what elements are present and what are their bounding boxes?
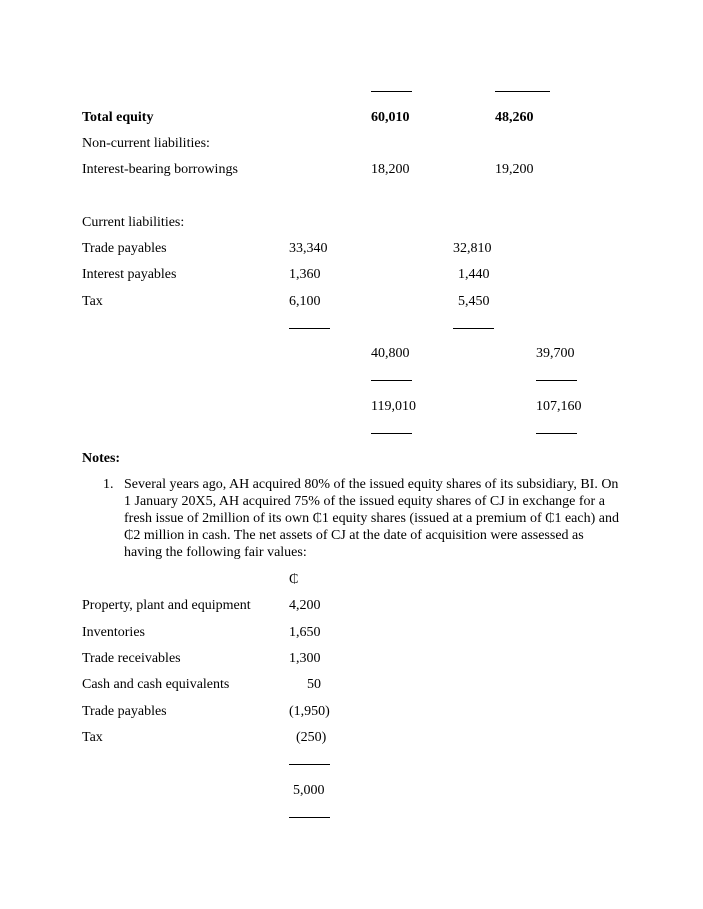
total-equity-label: Total equity — [82, 110, 154, 125]
grand-total-value-1: 119,010 — [371, 399, 416, 414]
fv-value-trade-payables: (1,950) — [289, 704, 330, 719]
interest-bearing-value-2: 19,200 — [495, 162, 534, 177]
fv-value-trade-receivables: 1,300 — [289, 651, 321, 666]
note-item-number: 1. — [103, 477, 114, 492]
interest-bearing-value-1: 18,200 — [371, 162, 410, 177]
fv-value-cash: 50 — [307, 677, 321, 692]
current-total-value-2: 39,700 — [536, 346, 575, 361]
total-equity-value-2: 48,260 — [495, 110, 534, 125]
fv-label-trade-receivables: Trade receivables — [82, 651, 181, 666]
trade-payables-label: Trade payables — [82, 241, 167, 256]
fv-label-cash: Cash and cash equivalents — [82, 677, 230, 692]
rule-sub-col2 — [453, 328, 494, 329]
rule-top-col1 — [371, 91, 412, 92]
trade-payables-value-2: 32,810 — [453, 241, 492, 256]
rule-sub-col1 — [289, 328, 330, 329]
rule-grand-col1 — [371, 433, 412, 434]
tax-value-2: 5,450 — [458, 294, 490, 309]
total-equity-value-1: 60,010 — [371, 110, 410, 125]
fv-value-inventories: 1,650 — [289, 625, 321, 640]
trade-payables-value-1: 33,340 — [289, 241, 328, 256]
fv-label-inventories: Inventories — [82, 625, 145, 640]
fv-value-ppe: 4,200 — [289, 598, 321, 613]
non-current-heading: Non-current liabilities: — [82, 136, 210, 151]
interest-payables-value-1: 1,360 — [289, 267, 321, 282]
current-total-value-1: 40,800 — [371, 346, 410, 361]
fv-value-tax: (250) — [296, 730, 327, 745]
tax-label: Tax — [82, 294, 103, 309]
rule-top-col2 — [495, 91, 550, 92]
rule-current-col1 — [371, 380, 412, 381]
interest-payables-label: Interest payables — [82, 267, 177, 282]
tax-value-1: 6,100 — [289, 294, 321, 309]
fv-label-tax: Tax — [82, 730, 103, 745]
fv-total-value: 5,000 — [293, 783, 325, 798]
interest-payables-value-2: 1,440 — [458, 267, 490, 282]
note-item-text: Several years ago, AH acquired 80% of the issued equity shares of its subsidiary, BI. On 1 January 20X5, AH acquired 75% of the issued equity shares of CJ in exchange for a fresh issue of 2million of its own ₵1 equity shares (issued at a premium of ₵1 each) and ₵2 million in cash. The net assets of CJ at the date of acquisition were assessed as having the following fair values: — [124, 477, 619, 560]
currency-symbol: ₵ — [289, 572, 299, 587]
current-heading: Current liabilities: — [82, 215, 185, 230]
rule-fv-sub — [289, 764, 330, 765]
rule-grand-col2 — [536, 433, 577, 434]
rule-current-col2 — [536, 380, 577, 381]
rule-fv-total — [289, 817, 330, 818]
fv-label-trade-payables: Trade payables — [82, 704, 167, 719]
fv-label-ppe: Property, plant and equipment — [82, 598, 251, 613]
interest-bearing-label: Interest-bearing borrowings — [82, 162, 238, 177]
grand-total-value-2: 107,160 — [536, 399, 582, 414]
notes-heading: Notes: — [82, 451, 121, 466]
